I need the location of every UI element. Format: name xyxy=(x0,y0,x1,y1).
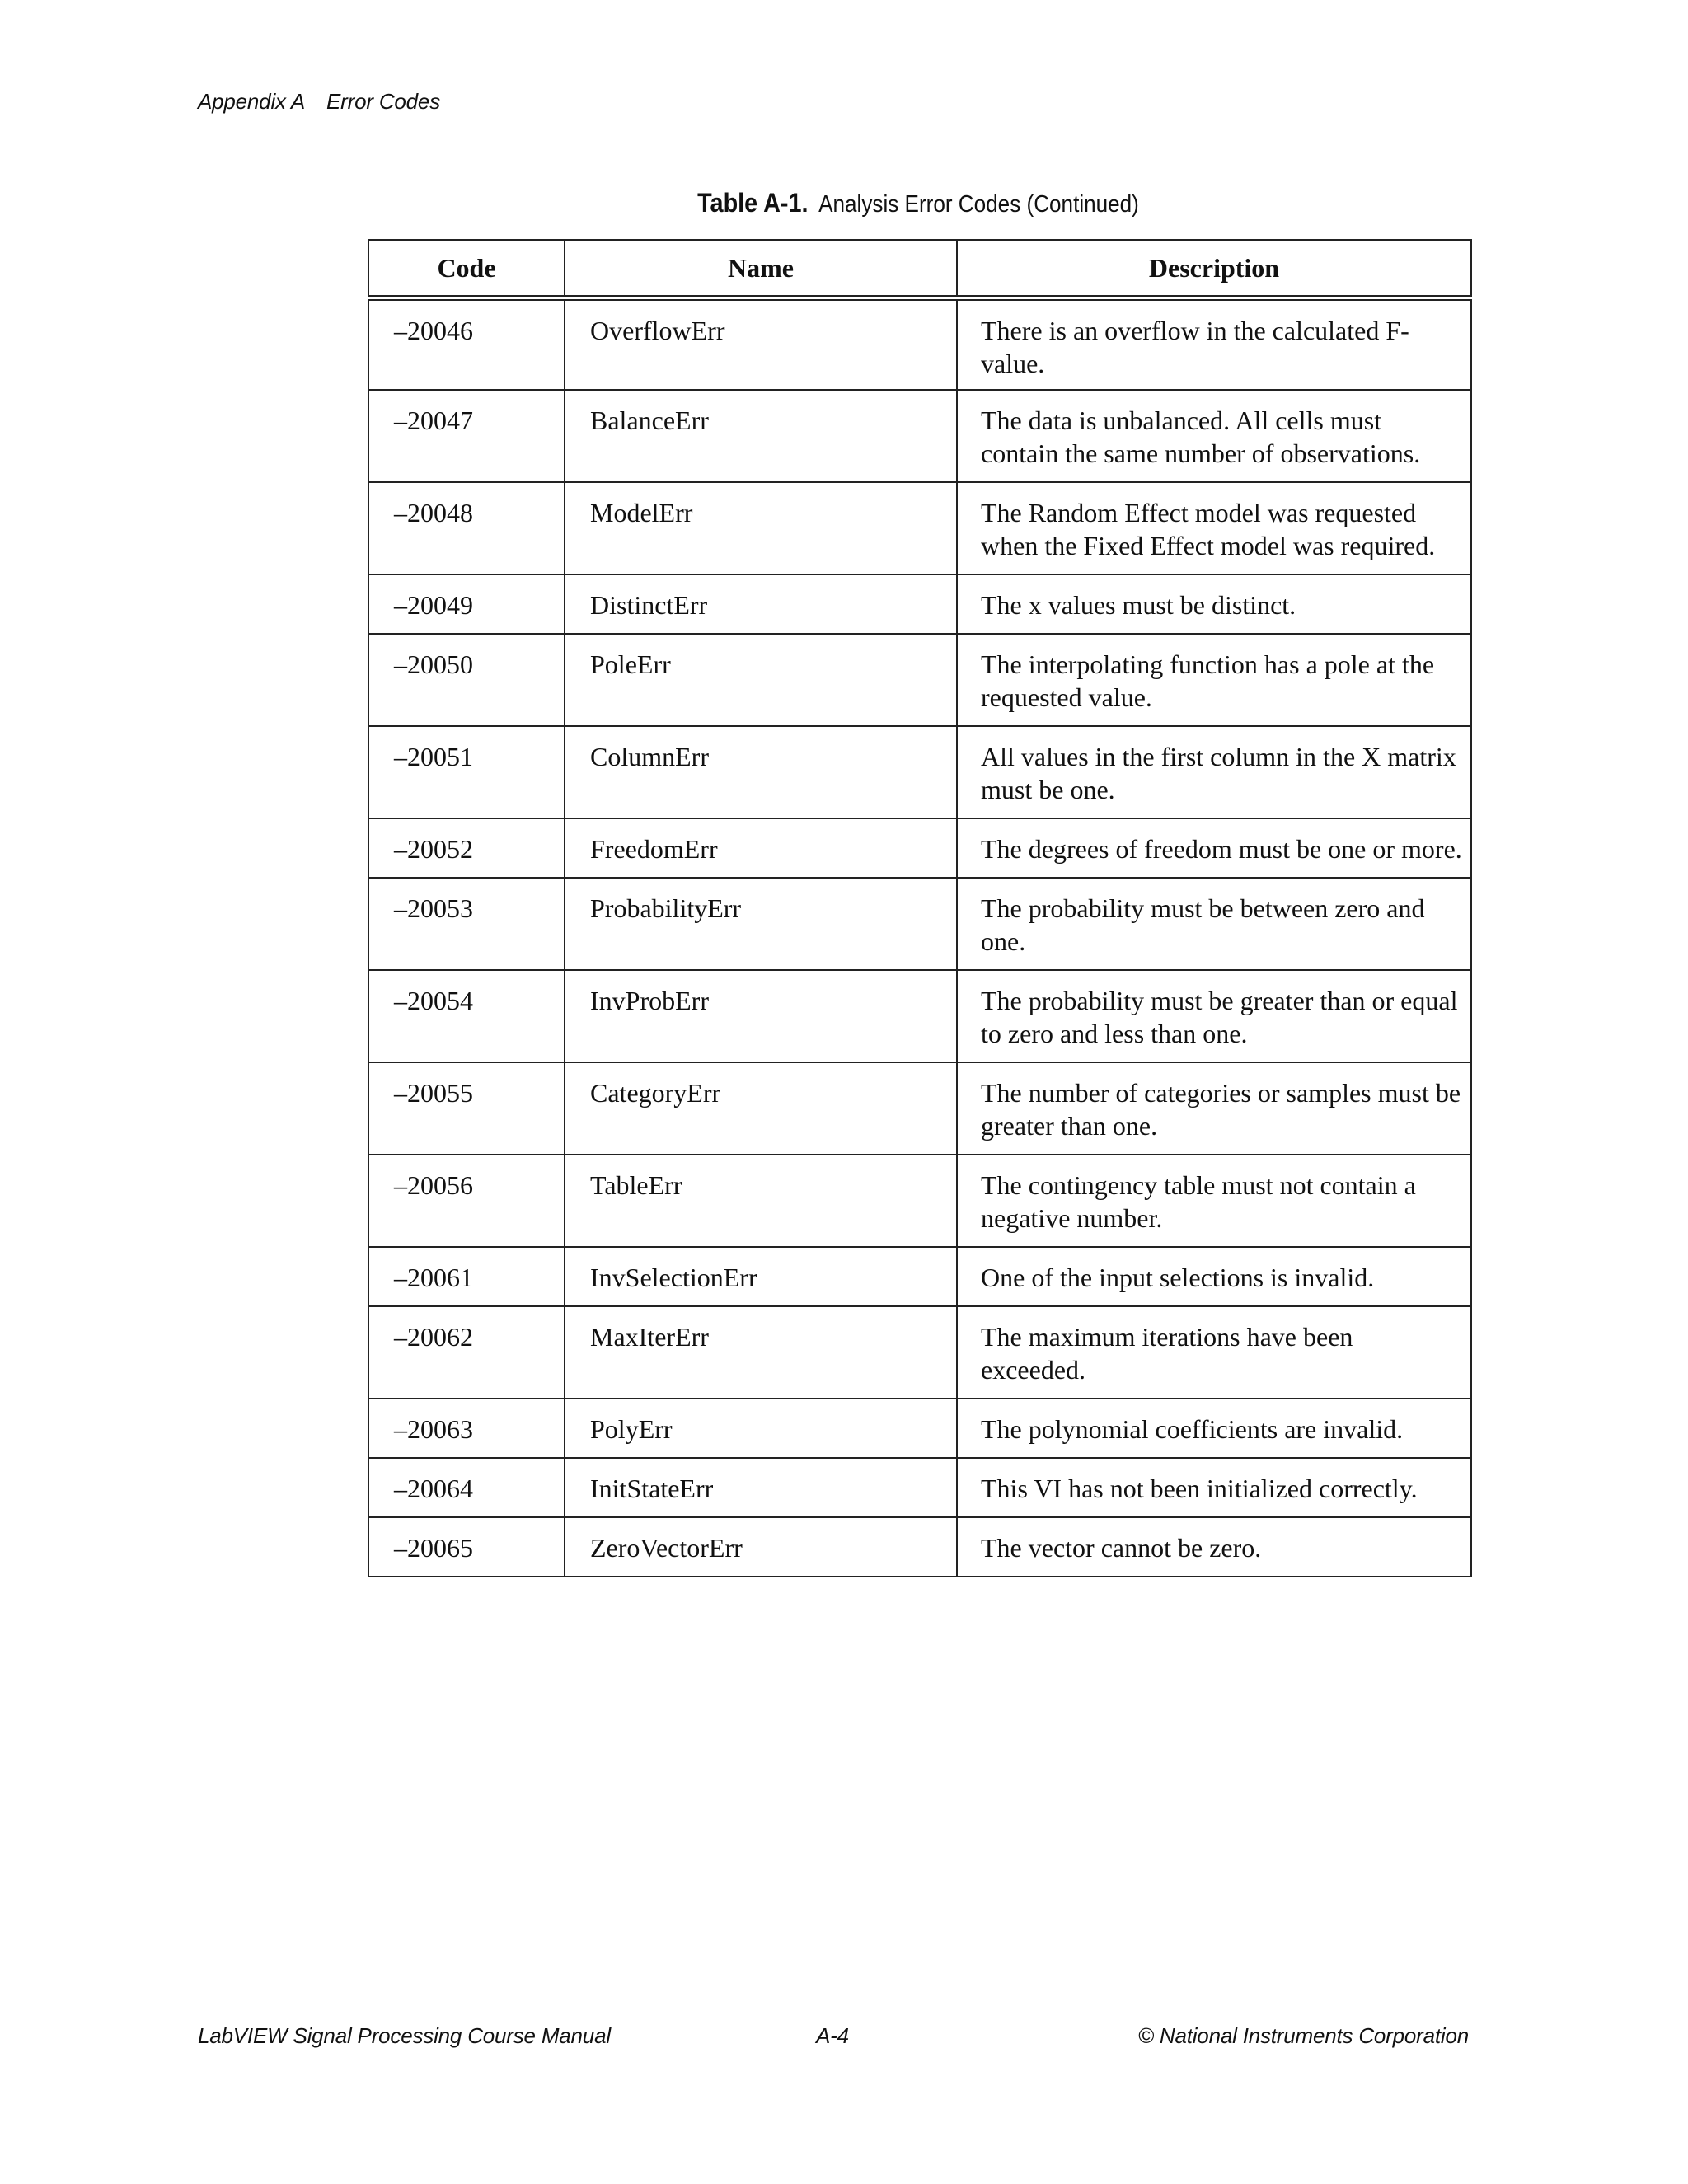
error-name-cell: PolyErr xyxy=(565,1399,957,1458)
table-row xyxy=(368,390,1471,482)
footer-page-number: A-4 xyxy=(816,2023,849,2048)
table-row xyxy=(368,1517,1471,1577)
error-description-cell: All values in the first column in the X matrix must be one. xyxy=(957,726,1471,818)
table-row xyxy=(368,574,1471,634)
error-code-cell: –20049 xyxy=(368,574,565,634)
error-description-cell: The vector cannot be zero. xyxy=(957,1517,1471,1577)
error-description-cell: The probability must be between zero and one. xyxy=(957,878,1471,970)
section-title: Error Codes xyxy=(326,89,440,114)
error-code-cell: –20061 xyxy=(368,1247,565,1306)
error-name-cell: FreedomErr xyxy=(565,818,957,878)
error-code-cell: –20047 xyxy=(368,390,565,482)
error-code-cell: –20054 xyxy=(368,970,565,1062)
error-name-cell: BalanceErr xyxy=(565,390,957,482)
error-description-cell: This VI has not been initialized correctly. xyxy=(957,1458,1471,1517)
error-code-cell: –20050 xyxy=(368,634,565,726)
error-description-cell: The number of categories or samples must be greater than one. xyxy=(957,1062,1471,1155)
table-row xyxy=(368,298,1471,390)
error-name-cell: TableErr xyxy=(565,1155,957,1247)
error-name-cell: InvProbErr xyxy=(565,970,957,1062)
error-name-cell: InvSelectionErr xyxy=(565,1247,957,1306)
table-row xyxy=(368,1458,1471,1517)
error-code-cell: –20065 xyxy=(368,1517,565,1577)
table-caption xyxy=(423,188,1414,218)
error-description-cell: One of the input selections is invalid. xyxy=(957,1247,1471,1306)
error-description-cell: The polynomial coefficients are invalid. xyxy=(957,1399,1471,1458)
table-row xyxy=(368,1306,1471,1399)
error-description-cell: There is an overflow in the calculated F-value. xyxy=(957,298,1471,390)
table-row xyxy=(368,878,1471,970)
error-name-cell: ColumnErr xyxy=(565,726,957,818)
error-code-cell: –20064 xyxy=(368,1458,565,1517)
table-row xyxy=(368,726,1471,818)
table-row xyxy=(368,970,1471,1062)
error-description-cell: The interpolating function has a pole at the requested value. xyxy=(957,634,1471,726)
column-header-description: Description xyxy=(957,240,1471,298)
table-row xyxy=(368,482,1471,574)
error-name-cell: ModelErr xyxy=(565,482,957,574)
error-name-cell: CategoryErr xyxy=(565,1062,957,1155)
table-row xyxy=(368,1155,1471,1247)
error-name-cell: DistinctErr xyxy=(565,574,957,634)
error-code-cell: –20051 xyxy=(368,726,565,818)
running-header xyxy=(198,89,440,115)
table-caption-title: Analysis Error Codes (Continued) xyxy=(818,191,1139,218)
error-code-cell: –20062 xyxy=(368,1306,565,1399)
error-code-cell: –20063 xyxy=(368,1399,565,1458)
error-name-cell: InitStateErr xyxy=(565,1458,957,1517)
table-row xyxy=(368,1062,1471,1155)
column-header-code: Code xyxy=(368,240,565,298)
error-codes-table xyxy=(368,239,1472,1577)
error-name-cell: MaxIterErr xyxy=(565,1306,957,1399)
error-code-cell: –20056 xyxy=(368,1155,565,1247)
error-description-cell: The data is unbalanced. All cells must contain the same number of observations. xyxy=(957,390,1471,482)
table-caption-label: Table A-1. xyxy=(697,188,809,218)
table-row xyxy=(368,1399,1471,1458)
error-description-cell: The probability must be greater than or equal to zero and less than one. xyxy=(957,970,1471,1062)
error-description-cell: The Random Effect model was requested when the Fixed Effect model was required. xyxy=(957,482,1471,574)
error-name-cell: ZeroVectorErr xyxy=(565,1517,957,1577)
error-name-cell: OverflowErr xyxy=(565,298,957,390)
error-description-cell: The maximum iterations have been exceeded. xyxy=(957,1306,1471,1399)
error-code-cell: –20055 xyxy=(368,1062,565,1155)
error-code-cell: –20052 xyxy=(368,818,565,878)
error-code-cell: –20048 xyxy=(368,482,565,574)
error-description-cell: The x values must be distinct. xyxy=(957,574,1471,634)
error-description-cell: The contingency table must not contain a negative number. xyxy=(957,1155,1471,1247)
table-header-row xyxy=(368,240,1471,298)
appendix-label: Appendix A xyxy=(198,89,306,114)
footer-manual-title: LabVIEW Signal Processing Course Manual xyxy=(198,2023,611,2048)
error-code-cell: –20053 xyxy=(368,878,565,970)
error-description-cell: The degrees of freedom must be one or more. xyxy=(957,818,1471,878)
error-name-cell: ProbabilityErr xyxy=(565,878,957,970)
footer-copyright: © National Instruments Corporation xyxy=(1137,2023,1469,2048)
error-name-cell: PoleErr xyxy=(565,634,957,726)
table-row xyxy=(368,1247,1471,1306)
table-row xyxy=(368,818,1471,878)
column-header-name: Name xyxy=(565,240,957,298)
table-row xyxy=(368,634,1471,726)
error-code-cell: –20046 xyxy=(368,298,565,390)
